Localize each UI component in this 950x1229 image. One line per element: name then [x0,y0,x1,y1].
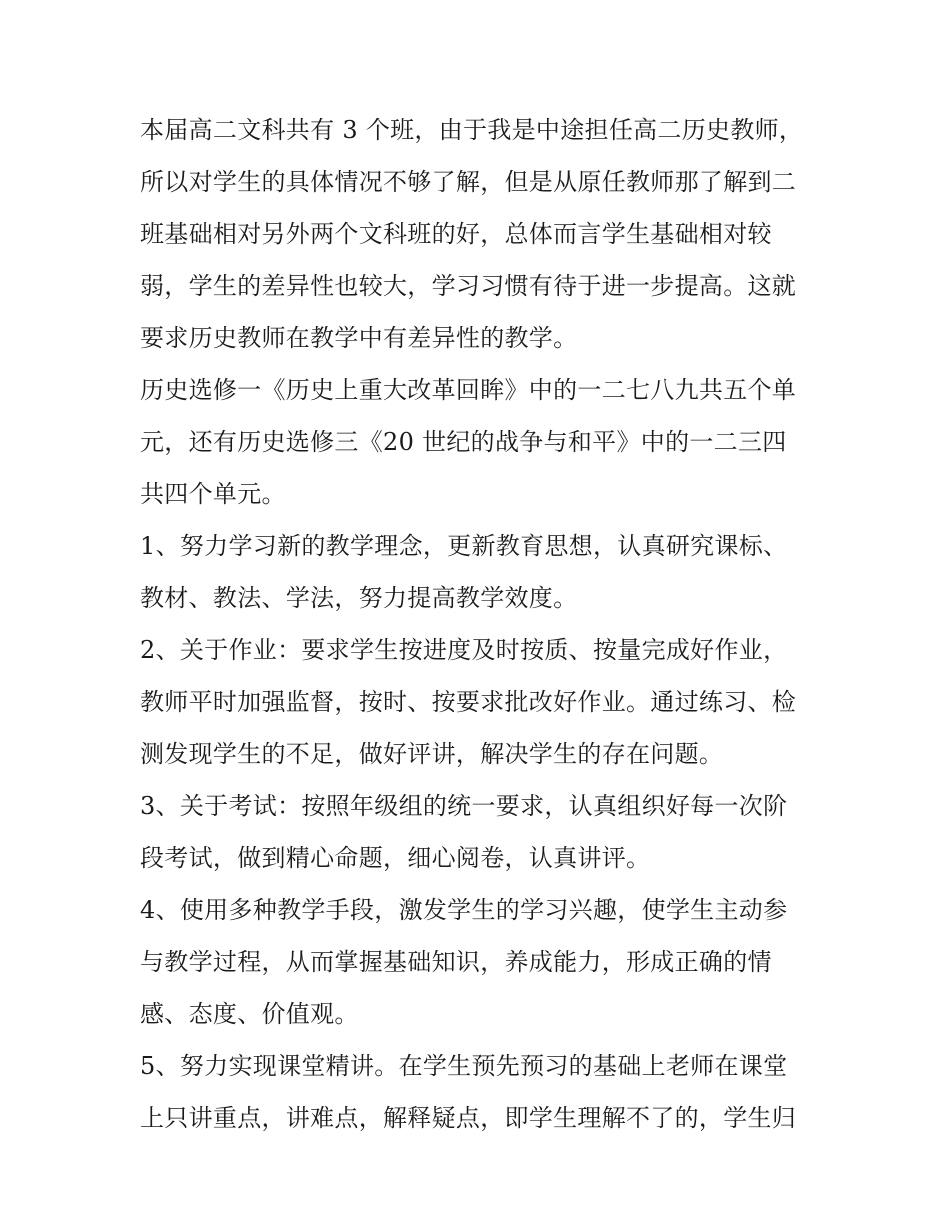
text-line: 测发现学生的不足，做好评讲，解决学生的存在问题。 [140,740,724,768]
text-line: 段考试，做到精心命题，细心阅卷，认真讲评。 [140,844,651,872]
text-line: 感、态度、价值观。 [140,1000,359,1028]
text-line: 教材、教法、学法，努力提高教学效度。 [140,584,578,612]
text-line: 本届高二文科共有 3 个班，由于我是中途担任高二历史教师， [140,116,804,144]
text-line: 弱，学生的差异性也较大，学习习惯有待于进一步提高。这就 [140,272,797,300]
text-line: 元，还有历史选修三《20 世纪的战争与和平》中的一二三四 [140,428,787,456]
text-line: 1、努力学习新的教学理念，更新教育思想，认真研究课标、 [140,532,788,560]
document-body [140,104,820,1144]
text-line: 历史选修一《历史上重大改革回眸》中的一二七八九共五个单 [140,376,797,404]
text-line: 与教学过程，从而掌握基础知识，养成能力，形成正确的情 [140,948,772,976]
text-line: 要求历史教师在教学中有差异性的教学。 [140,324,578,352]
text-line: 4、使用多种教学手段，激发学生的学习兴趣，使学生主动参 [140,896,788,924]
text-line: 教师平时加强监督，按时、按要求批改好作业。通过练习、检 [140,688,797,716]
text-line: 3、关于考试：按照年级组的统一要求，认真组织好每一次阶 [140,792,788,820]
text-line: 2、关于作业：要求学生按进度及时按质、按量完成好作业， [140,636,788,664]
text-line: 共四个单元。 [140,480,286,508]
text-line: 5、努力实现课堂精讲。在学生预先预习的基础上老师在课堂 [140,1052,788,1080]
text-line: 上只讲重点，讲难点，解释疑点，即学生理解不了的，学生归 [140,1104,797,1132]
text-line: 所以对学生的具体情况不够了解，但是从原任教师那了解到二 [140,168,797,196]
text-line: 班基础相对另外两个文科班的好，总体而言学生基础相对较 [140,220,772,248]
